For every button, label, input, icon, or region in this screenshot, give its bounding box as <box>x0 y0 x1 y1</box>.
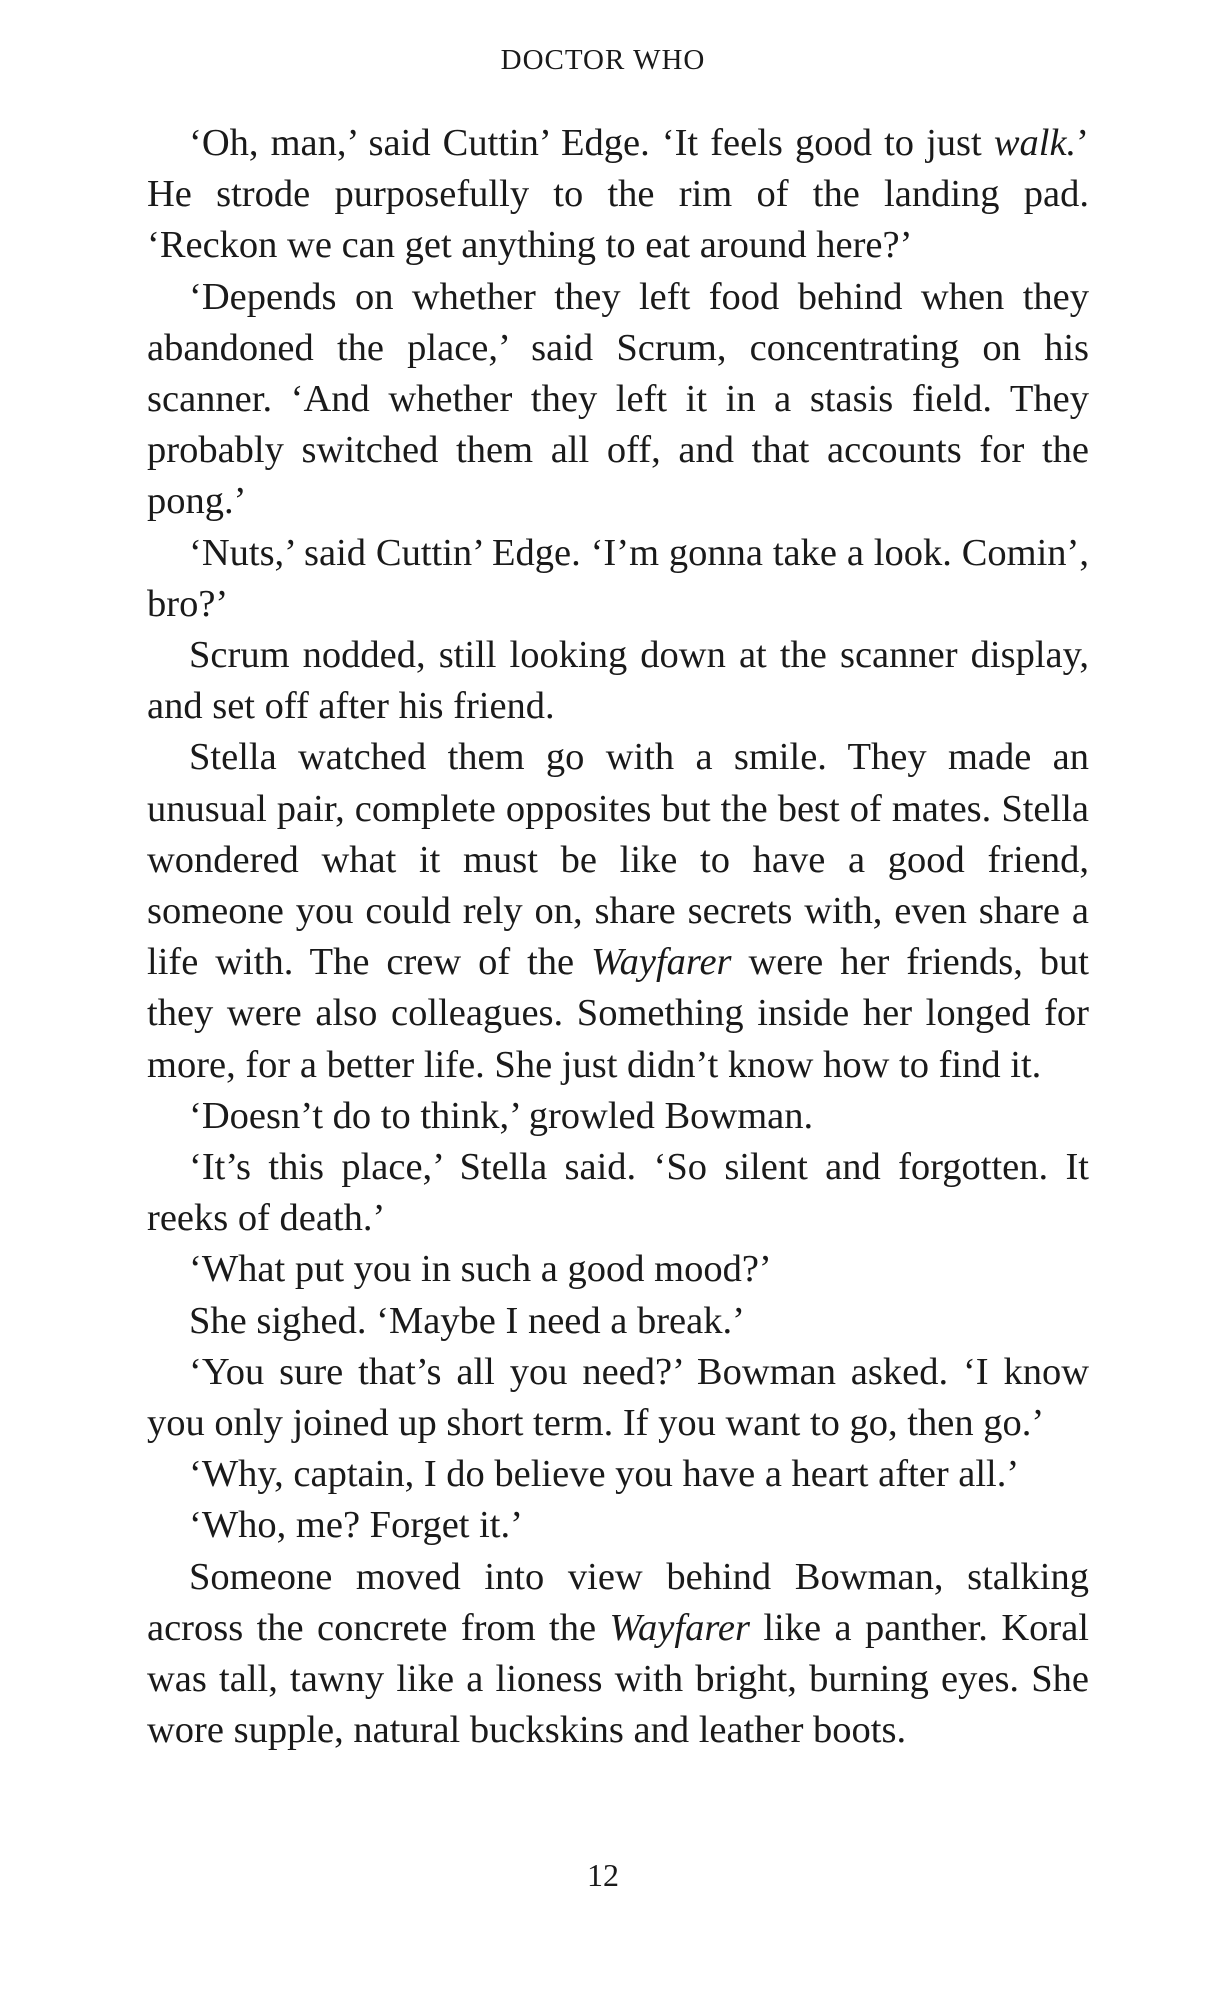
paragraph <box>147 1449 1089 1500</box>
text-run: ‘Doesn’t do to think,’ growled Bowman. <box>189 1094 814 1137</box>
paragraph <box>147 1552 1089 1757</box>
text-run: ‘Why, captain, I do believe you have a heart after all.’ <box>189 1453 1020 1496</box>
text-run: like a panther. Koral was tall, tawny like a lioness with bright, burning eyes. She wore supple, natural buckskins and leather boots. <box>147 1606 1089 1752</box>
text-run: ‘Depends on whether they left food behind when they abandoned the place,’ said Scrum, concentrating on his scanner. ‘And whether they left it in a stasis field. They probably switched them all off, and that accounts for the pong.’ <box>147 275 1089 523</box>
paragraph <box>147 118 1089 272</box>
page-number: 12 <box>587 1857 619 1893</box>
paragraph <box>147 1500 1089 1551</box>
text-run: ‘You sure that’s all you need?’ Bowman asked. ‘I know you only joined up short term. If you want to go, then go.’ <box>147 1350 1089 1445</box>
text-run: ’ He strode purposefully to the rim of the landing pad. ‘Reckon we can get anything to eat around here?’ <box>147 122 1089 267</box>
paragraph <box>147 1347 1089 1449</box>
text-run: Someone moved into view behind Bowman, stalking across the concrete from the <box>147 1555 1089 1649</box>
text-run: ‘Who, me? Forget it.’ <box>189 1504 523 1547</box>
paragraph <box>147 732 1089 1090</box>
text-run: ‘It’s this place,’ Stella said. ‘So silent and forgotten. It reeks of death.’ <box>147 1146 1089 1240</box>
paragraph <box>147 630 1089 732</box>
italic-text: Wayfarer <box>591 941 732 984</box>
paragraph <box>147 1244 1089 1295</box>
italic-text: walk. <box>993 122 1077 164</box>
paragraph <box>147 272 1089 528</box>
text-run: ‘What put you in such a good mood?’ <box>189 1248 772 1291</box>
paragraph <box>147 1142 1089 1244</box>
paragraph <box>147 1091 1089 1142</box>
text-run: ‘Oh, man,’ said Cuttin’ Edge. ‘It feels good to just <box>189 122 994 164</box>
paragraph <box>147 1296 1089 1347</box>
text-run: Stella watched them go with a smile. They made an unusual pair, complete opposites but the best of mates. Stella wondered what it must be like to have a good friend, someone you could rely on, share secrets with, even share a life with. The crew of the <box>147 736 1089 984</box>
text-run: were her friends, but they were also colleagues. Something inside her longed for more, for a better life. She just didn’t know how to find it. <box>147 941 1089 1086</box>
italic-text: Wayfarer <box>609 1606 750 1649</box>
text-run: She sighed. ‘Maybe I need a break.’ <box>189 1299 745 1342</box>
running-head: DOCTOR WHO <box>500 44 706 76</box>
paragraph <box>147 528 1089 630</box>
text-run: Scrum nodded, still looking down at the scanner display, and set off after his friend. <box>147 634 1089 728</box>
text-run: ‘Nuts,’ said Cuttin’ Edge. ‘I’m gonna take a look. Comin’, bro?’ <box>147 531 1089 625</box>
body-text <box>147 118 1089 1757</box>
